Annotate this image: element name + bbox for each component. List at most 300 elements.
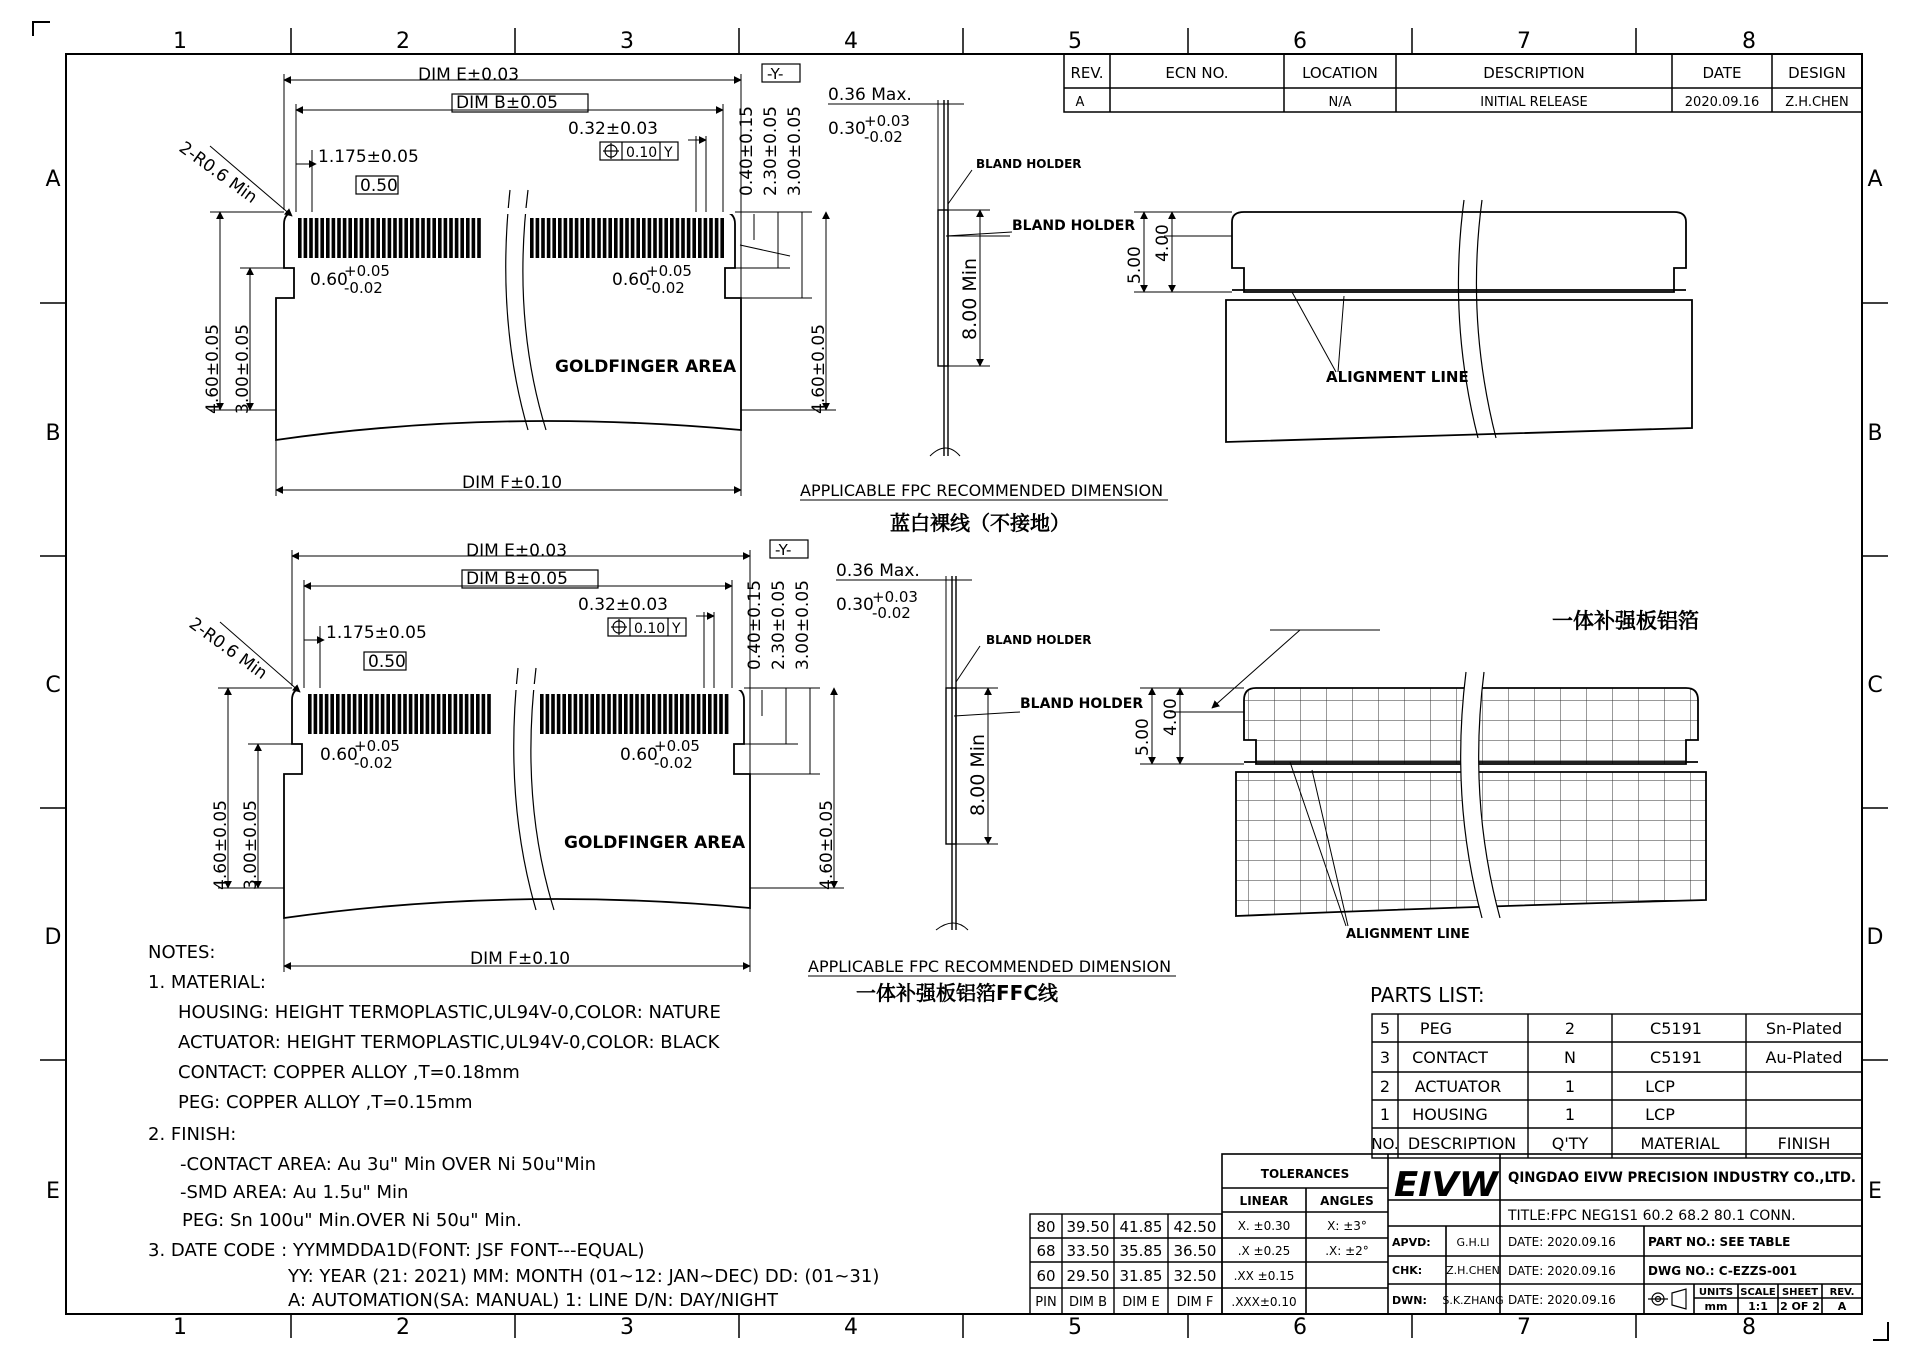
- contact-finger: [590, 694, 594, 734]
- contact-finger: [648, 218, 652, 258]
- chk-name: Z.H.CHEN: [1446, 1264, 1500, 1277]
- part-cell: 5: [1379, 1019, 1391, 1038]
- contact-finger: [702, 694, 706, 734]
- contact-finger: [580, 218, 584, 258]
- contact-finger: [653, 218, 657, 258]
- contact-finger: [376, 218, 380, 258]
- part-cell: 1: [1564, 1105, 1576, 1124]
- contact-finger: [325, 694, 329, 734]
- h-400: 4.00: [1153, 224, 1173, 262]
- v-230: 2.30±0.05: [769, 580, 789, 670]
- parts-list-title: PARTS LIST:: [1370, 983, 1485, 1007]
- part-cell: 2: [1564, 1019, 1576, 1038]
- units-label: UNITS: [1698, 1287, 1734, 1298]
- dim-b-label: DIM B±0.05: [466, 569, 568, 589]
- pin-cell: 36.50: [1173, 1242, 1217, 1260]
- sheet-label: SHEET: [1781, 1287, 1819, 1298]
- note-line: PEG: Sn 100u" Min.OVER Ni 50u" Min.: [182, 1210, 522, 1231]
- tol-plus: +0.05: [654, 737, 700, 755]
- stiffener-label-cn: 一体补强板铝箔: [1552, 609, 1699, 633]
- tol-minus: -0.02: [654, 754, 693, 772]
- contact-finger: [410, 218, 414, 258]
- pitch-basic: 0.50: [360, 176, 398, 196]
- pin-cell: 35.85: [1119, 1242, 1163, 1260]
- contact-finger: [631, 218, 635, 258]
- contact-finger: [354, 218, 358, 258]
- part-cell: 1: [1379, 1105, 1391, 1124]
- contact-finger: [625, 218, 629, 258]
- contact-finger: [670, 218, 674, 258]
- tol-minus: -0.02: [646, 279, 685, 297]
- contact-finger: [659, 218, 663, 258]
- drawn-date: DATE: 2020.09.16: [1508, 1293, 1616, 1307]
- col-label: 3: [620, 1315, 634, 1340]
- contact-finger: [347, 694, 351, 734]
- part-header: FINISH: [1777, 1134, 1831, 1153]
- pin-cell: 42.50: [1173, 1218, 1217, 1236]
- contact-finger: [448, 694, 452, 734]
- dwn-name: S.K.ZHANG: [1442, 1294, 1504, 1307]
- part-header: DESCRIPTION: [1407, 1134, 1517, 1153]
- tol-linear: .XX ±0.15: [1233, 1269, 1295, 1283]
- contact-finger: [371, 218, 375, 258]
- contact-finger: [298, 218, 302, 258]
- part-number: PART NO.: SEE TABLE: [1648, 1235, 1791, 1249]
- part-cell: C5191: [1650, 1019, 1702, 1038]
- contact-finger: [575, 218, 579, 258]
- h-500: 5.00: [1133, 718, 1153, 756]
- part-cell: 2: [1379, 1077, 1391, 1096]
- part-cell: Sn-Plated: [1765, 1019, 1843, 1038]
- note-line: PEG: COPPER ALLOY ,T=0.15mm: [178, 1092, 473, 1113]
- contact-finger: [449, 218, 453, 258]
- contact-finger: [431, 694, 435, 734]
- contact-finger: [444, 218, 448, 258]
- t-minus: -0.02: [864, 128, 903, 146]
- note-line: 1. MATERIAL:: [148, 972, 266, 993]
- contact-finger: [382, 218, 386, 258]
- radius-note: 2-R0.6 Min: [185, 613, 271, 684]
- max-036: 0.36 Max.: [836, 561, 920, 581]
- contact-finger: [403, 694, 407, 734]
- pos-datum: Y: [672, 621, 681, 637]
- part-cell: CONTACT: [1412, 1048, 1488, 1067]
- projection-icon: [1648, 1289, 1686, 1309]
- contact-finger: [472, 218, 476, 258]
- contact-finger: [465, 694, 469, 734]
- iso-view-top: [1125, 200, 1692, 442]
- apvd-label: APVD:: [1392, 1236, 1431, 1249]
- pitch-dim: 1.175±0.05: [318, 147, 419, 167]
- contact-finger: [454, 694, 458, 734]
- row-label: B: [45, 421, 61, 446]
- contact-finger: [725, 694, 729, 734]
- contact-finger: [332, 218, 336, 258]
- contact-finger: [686, 694, 690, 734]
- contact-finger: [455, 218, 459, 258]
- contact-finger: [613, 694, 617, 734]
- contact-finger: [370, 694, 374, 734]
- pos-dim: 0.32±0.03: [578, 595, 668, 615]
- t-plus: +0.03: [864, 112, 910, 130]
- part-header: Q'TY: [1551, 1134, 1589, 1153]
- pin-cell: 80: [1036, 1218, 1056, 1236]
- part-cell: HOUSING: [1412, 1105, 1488, 1124]
- part-cell: C5191: [1650, 1048, 1702, 1067]
- col-label: 7: [1517, 1315, 1531, 1340]
- t-plus: +0.03: [872, 588, 918, 606]
- part-cell: PEG: [1419, 1019, 1453, 1038]
- rev-value: A: [1837, 1300, 1847, 1313]
- rev-value: A: [1075, 95, 1085, 110]
- part-cell: 1: [1564, 1077, 1576, 1096]
- row-label: C: [45, 673, 61, 698]
- contact-finger: [432, 218, 436, 258]
- pos-datum: Y: [664, 145, 673, 161]
- goldfinger-contacts: [298, 218, 724, 258]
- contact-finger: [664, 218, 668, 258]
- ecn-header: ECN NO.: [1165, 64, 1229, 82]
- pin-cell: 68: [1036, 1242, 1056, 1260]
- dim-f-label: DIM F±0.10: [470, 949, 571, 969]
- col-label: 8: [1742, 29, 1756, 54]
- contact-finger: [459, 694, 463, 734]
- design-value: Z.H.CHEN: [1785, 95, 1849, 110]
- pin-cell: 39.50: [1066, 1218, 1110, 1236]
- contact-finger: [381, 694, 385, 734]
- contact-finger: [608, 218, 612, 258]
- contact-finger: [386, 694, 390, 734]
- tol-angle: X: ±3°: [1327, 1219, 1367, 1233]
- col-label: 2: [396, 29, 410, 54]
- alignment-line-label: ALIGNMENT LINE: [1346, 927, 1470, 942]
- contact-finger: [674, 694, 678, 734]
- contact-finger: [652, 694, 656, 734]
- pin-cell: 60: [1036, 1267, 1056, 1285]
- contact-finger: [541, 218, 545, 258]
- angles-header: ANGLES: [1320, 1194, 1374, 1208]
- datum-y: -Y-: [767, 65, 784, 83]
- h-500: 5.00: [1125, 246, 1145, 284]
- v-040: 0.40±0.15: [745, 580, 765, 670]
- contact-finger: [569, 218, 573, 258]
- rev-label: REV.: [1829, 1287, 1855, 1298]
- col-label: 1: [173, 1315, 187, 1340]
- contact-finger: [353, 694, 357, 734]
- contact-finger: [568, 694, 572, 734]
- bland-holder-1: BLAND HOLDER: [976, 157, 1082, 171]
- contact-finger: [342, 694, 346, 734]
- scale-label: SCALE: [1740, 1287, 1776, 1298]
- max-036: 0.36 Max.: [828, 85, 912, 105]
- contact-finger: [309, 218, 313, 258]
- pos-tol: 0.10: [634, 621, 666, 637]
- radius-note: 2-R0.6 Min: [175, 137, 261, 208]
- tol-plus: +0.05: [344, 262, 390, 280]
- v-300r: 3.00±0.05: [785, 106, 805, 196]
- note-line: 2. FINISH:: [148, 1124, 237, 1145]
- note-line: -SMD AREA: Au 1.5u" Min: [180, 1182, 409, 1203]
- dim-f-label: DIM F±0.10: [462, 473, 563, 493]
- contact-finger: [315, 218, 319, 258]
- pin-cell: 33.50: [1066, 1242, 1110, 1260]
- contact-finger: [314, 694, 318, 734]
- company-logo: EIVW: [1394, 1165, 1500, 1205]
- contact-finger: [326, 218, 330, 258]
- contact-finger: [603, 218, 607, 258]
- dim-e-label: DIM E±0.03: [466, 541, 568, 561]
- contact-finger: [304, 218, 308, 258]
- contact-finger: [398, 694, 402, 734]
- v-300r: 3.00±0.05: [793, 580, 813, 670]
- contact-finger: [360, 218, 364, 258]
- row-label: B: [1867, 421, 1883, 446]
- contact-finger: [620, 218, 624, 258]
- contact-finger: [691, 694, 695, 734]
- pitch-basic: 0.50: [368, 652, 406, 672]
- contact-finger: [607, 694, 611, 734]
- contact-finger: [618, 694, 622, 734]
- contact-finger: [630, 694, 634, 734]
- contact-finger: [592, 218, 596, 258]
- t-minus: -0.02: [872, 604, 911, 622]
- fpc-caption: APPLICABLE FPC RECOMMENDED DIMENSION: [800, 481, 1164, 500]
- contact-finger: [635, 694, 639, 734]
- part-header: MATERIAL: [1640, 1134, 1720, 1153]
- date-header: DATE: [1702, 64, 1742, 82]
- revision-table: [1064, 54, 1862, 112]
- contact-finger: [460, 218, 464, 258]
- tol-plus: +0.05: [354, 737, 400, 755]
- contact-finger: [388, 218, 392, 258]
- contact-finger: [642, 218, 646, 258]
- contact-finger: [624, 694, 628, 734]
- contact-finger: [420, 694, 424, 734]
- contact-finger: [709, 218, 713, 258]
- front-view-bottom: [185, 540, 844, 972]
- location-header: LOCATION: [1302, 64, 1378, 82]
- check-date: DATE: 2020.09.16: [1508, 1264, 1616, 1278]
- contact-finger: [540, 694, 544, 734]
- fpc-caption-cn: 蓝白裸线（不接地）: [890, 511, 1070, 535]
- v-040: 0.40±0.15: [737, 106, 757, 196]
- contact-finger: [399, 218, 403, 258]
- v-460l: 4.60±0.05: [211, 800, 231, 890]
- contact-finger: [438, 218, 442, 258]
- dim-b-label: DIM B±0.05: [456, 93, 558, 113]
- contact-finger: [602, 694, 606, 734]
- pin-header: DIM F: [1176, 1295, 1214, 1310]
- tol-minus: -0.02: [344, 279, 383, 297]
- chk-label: CHK:: [1392, 1264, 1423, 1277]
- notch-left: 0.60: [310, 270, 348, 290]
- contact-finger: [681, 218, 685, 258]
- col-label: 2: [396, 1315, 410, 1340]
- front-view-top: [175, 64, 836, 496]
- tolerances-title: TOLERANCES: [1260, 1167, 1350, 1181]
- contact-finger: [551, 694, 555, 734]
- pin-cell: 31.85: [1119, 1267, 1163, 1285]
- bland-holder-1: BLAND HOLDER: [986, 633, 1092, 647]
- pin-cell: 41.85: [1119, 1218, 1163, 1236]
- design-header: DESIGN: [1788, 64, 1846, 82]
- contact-finger: [579, 694, 583, 734]
- contact-finger: [404, 218, 408, 258]
- contact-finger: [414, 694, 418, 734]
- contact-finger: [669, 694, 673, 734]
- part-cell: Au-Plated: [1765, 1048, 1843, 1067]
- row-label: C: [1867, 673, 1883, 698]
- contact-finger: [646, 694, 650, 734]
- contact-finger: [597, 218, 601, 258]
- v-460l: 4.60±0.05: [203, 324, 223, 414]
- tol-linear: .X ±0.25: [1237, 1244, 1291, 1258]
- contact-finger: [466, 218, 470, 258]
- contact-finger: [337, 218, 341, 258]
- sheet-value: 2 OF 2: [1780, 1300, 1820, 1313]
- contact-finger: [330, 694, 334, 734]
- pos-tol: 0.10: [626, 145, 658, 161]
- side-view-top: [800, 85, 1168, 535]
- notch-right: 0.60: [620, 745, 658, 765]
- contact-finger: [364, 694, 368, 734]
- notch-left: 0.60: [320, 745, 358, 765]
- note-line: HOUSING: HEIGHT TERMOPLASTIC,UL94V-0,COLOR: NATURE: [178, 1002, 721, 1023]
- notch-right: 0.60: [612, 270, 650, 290]
- goldfinger-area-label: GOLDFINGER AREA: [564, 833, 746, 853]
- contact-finger: [409, 694, 413, 734]
- contact-finger: [536, 218, 540, 258]
- fpc-caption-cn: 一体补强板铝箔FFC线: [856, 981, 1059, 1005]
- datum-y: -Y-: [775, 541, 792, 559]
- location-value: N/A: [1328, 95, 1352, 110]
- contact-finger: [358, 694, 362, 734]
- contact-finger: [547, 218, 551, 258]
- col-label: 6: [1293, 1315, 1307, 1340]
- pin-cell: 29.50: [1066, 1267, 1110, 1285]
- tol-angle: .X: ±2°: [1325, 1244, 1369, 1258]
- contact-finger: [437, 694, 441, 734]
- notes: [148, 942, 879, 1311]
- col-label: 4: [844, 1315, 858, 1340]
- contact-finger: [658, 694, 662, 734]
- contact-finger: [720, 218, 724, 258]
- tol-minus: -0.02: [354, 754, 393, 772]
- pin-table: [1030, 1214, 1222, 1314]
- row-label: A: [45, 167, 61, 192]
- contact-finger: [676, 218, 680, 258]
- contact-finger: [482, 694, 486, 734]
- contact-finger: [714, 694, 718, 734]
- contact-finger: [704, 218, 708, 258]
- parts-list: [1370, 983, 1862, 1158]
- scale-value: 1:1: [1748, 1300, 1768, 1313]
- contact-finger: [487, 694, 491, 734]
- contact-finger: [336, 694, 340, 734]
- contact-finger: [614, 218, 618, 258]
- contact-finger: [698, 218, 702, 258]
- contact-finger: [308, 694, 312, 734]
- part-cell: N: [1564, 1048, 1576, 1067]
- part-cell: 3: [1379, 1048, 1391, 1067]
- units-value: mm: [1704, 1300, 1728, 1313]
- note-line: 3. DATE CODE : YYMMDDA1D(FONT: JSF FONT---EQUAL): [148, 1240, 645, 1261]
- col-label: 7: [1517, 29, 1531, 54]
- contact-finger: [476, 694, 480, 734]
- contact-finger: [470, 694, 474, 734]
- contact-finger: [343, 218, 347, 258]
- part-cell: ACTUATOR: [1414, 1077, 1502, 1096]
- contact-finger: [636, 218, 640, 258]
- contact-finger: [427, 218, 431, 258]
- contact-finger: [477, 218, 481, 258]
- dwn-label: DWN:: [1392, 1294, 1427, 1307]
- part-header: NO.: [1371, 1135, 1399, 1153]
- contact-finger: [442, 694, 446, 734]
- fpc-caption: APPLICABLE FPC RECOMMENDED DIMENSION: [808, 957, 1172, 976]
- apvd-name: G.H.LI: [1456, 1236, 1490, 1249]
- company-name: QINGDAO EIVW PRECISION INDUSTRY CO.,LTD.: [1508, 1170, 1856, 1186]
- contact-finger: [663, 694, 667, 734]
- drawing-number: DWG NO.: C-EZZS-001: [1648, 1264, 1798, 1278]
- row-label: E: [1868, 1179, 1882, 1204]
- note-line: CONTACT: COPPER ALLOY ,T=0.18mm: [178, 1062, 520, 1083]
- pin-header: DIM B: [1068, 1295, 1108, 1310]
- v-300l: 3.00±0.05: [241, 800, 261, 890]
- contact-finger: [564, 218, 568, 258]
- contact-finger: [574, 694, 578, 734]
- contact-finger: [680, 694, 684, 734]
- pin-header: PIN: [1035, 1295, 1057, 1310]
- note-line: A: AUTOMATION(SA: MANUAL) 1: LINE D/N: DAY/NIGHT: [288, 1290, 779, 1311]
- t-030: 0.30: [828, 119, 866, 139]
- alignment-line-label: ALIGNMENT LINE: [1326, 368, 1469, 386]
- v-300l: 3.00±0.05: [233, 324, 253, 414]
- title-block: [1222, 1154, 1862, 1314]
- goldfinger-contacts: [308, 694, 728, 734]
- h-400: 4.00: [1161, 698, 1181, 736]
- contact-finger: [392, 694, 396, 734]
- contact-finger: [319, 694, 323, 734]
- side-view-bottom: [808, 561, 1176, 1005]
- note-line: ACTUATOR: HEIGHT TERMOPLASTIC,UL94V-0,COLOR: BLACK: [178, 1032, 720, 1053]
- contact-finger: [687, 218, 691, 258]
- contact-finger: [697, 694, 701, 734]
- bland-holder-2: BLAND HOLDER: [1020, 696, 1144, 712]
- goldfinger-area-label: GOLDFINGER AREA: [555, 357, 737, 377]
- note-line: -CONTACT AREA: Au 3u" Min OVER Ni 50u"Min: [180, 1154, 597, 1175]
- part-cell: LCP: [1645, 1105, 1675, 1124]
- drawing-title: TITLE:FPC NEG1S1 60.2 68.2 80.1 CONN.: [1508, 1208, 1796, 1224]
- contact-finger: [348, 218, 352, 258]
- contact-finger: [426, 694, 430, 734]
- pin-header: DIM E: [1122, 1295, 1160, 1310]
- iso-view-bottom: [1133, 609, 1706, 942]
- col-label: 8: [1742, 1315, 1756, 1340]
- contact-finger: [416, 218, 420, 258]
- col-label: 5: [1068, 29, 1082, 54]
- pin-cell: 32.50: [1173, 1267, 1217, 1285]
- approve-date: DATE: 2020.09.16: [1508, 1235, 1616, 1249]
- description-value: INITIAL RELEASE: [1480, 95, 1588, 110]
- rev-header: REV.: [1070, 64, 1104, 82]
- col-label: 4: [844, 29, 858, 54]
- min-800: 8.00 Min: [959, 257, 981, 340]
- col-label: 1: [173, 29, 187, 54]
- contact-finger: [586, 218, 590, 258]
- contact-finger: [375, 694, 379, 734]
- pos-dim: 0.32±0.03: [568, 119, 658, 139]
